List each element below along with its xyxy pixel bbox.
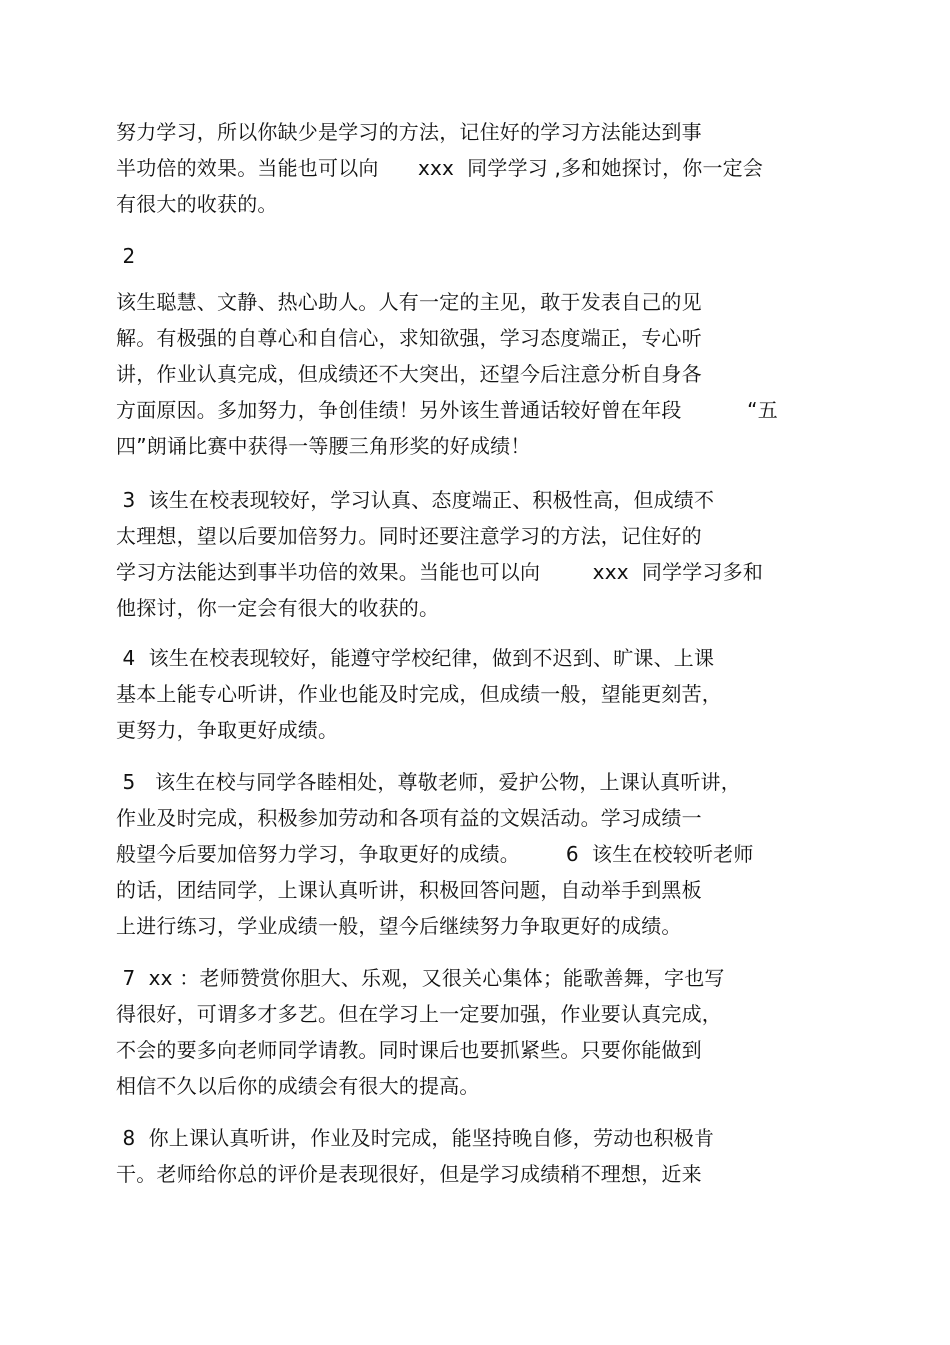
text-line: 干。老师给你总的评价是表现很好，但是学习成绩稍不理想，近来 (116, 1162, 702, 1186)
text-line: 3 该生在校表现较好，学习认真、态度端正、积极性高，但成绩不 (116, 488, 715, 512)
text-line: 不会的要多向老师同学请教。同时课后也要抓紧些。只要你能做到 (116, 1038, 702, 1062)
text-line: 5 该生在校与同学各睦相处，尊敬老师，爱护公物，上课认真听讲， (116, 770, 741, 794)
text-line: 努力学习，所以你缺少是学习的方法，记住好的学习方法能达到事 (116, 120, 702, 144)
text-line: 得很好，可谓多才多艺。但在学习上一定要加强，作业要认真完成， (116, 1002, 722, 1026)
text-line: 方面原因。多加努力，争创佳绩！另外该生普通话较好曾在年段 “五 (116, 398, 778, 422)
text-line: 的话，团结同学，上课认真听讲，积极回答问题，自动举手到黑板 (116, 878, 702, 902)
text-line: 解。有极强的自尊心和自信心，求知欲强，学习态度端正，专心听 (116, 326, 702, 350)
text-line: 般望今后要加倍努力学习，争取更好的成绩。 6 该生在校较听老师 (116, 842, 754, 866)
text-line: 讲，作业认真完成，但成绩还不大突出，还望今后注意分析自身各 (116, 362, 702, 386)
text-line: 4 该生在校表现较好，能遵守学校纪律，做到不迟到、旷课、上课 (116, 646, 715, 670)
text-line: 8 你上课认真听讲，作业及时完成，能坚持晚自修，劳动也积极肯 (116, 1126, 715, 1150)
text-line: 学习方法能达到事半功倍的效果。当能也可以向 xxx 同学学习多和 (116, 560, 764, 584)
entry-number: 2 (116, 244, 136, 268)
text-line: 上进行练习，学业成绩一般，望今后继续努力争取更好的成绩。 (116, 914, 682, 938)
text-line: 四”朗诵比赛中获得一等腰三角形奖的好成绩！ (116, 434, 531, 458)
text-line: 7 xx ：老师赞赏你胆大、乐观，又很关心集体；能歌善舞，字也写 (116, 966, 725, 990)
text-line: 有很大的收获的。 (116, 192, 278, 216)
text-line: 太理想，望以后要加倍努力。同时还要注意学习的方法，记住好的 (116, 524, 702, 548)
text-line: 他探讨，你一定会有很大的收获的。 (116, 596, 440, 620)
text-line: 半功倍的效果。当能也可以向 xxx 同学学习 ,多和她探讨，你一定会 (116, 156, 764, 180)
text-line: 基本上能专心听讲，作业也能及时完成，但成绩一般，望能更刻苦， (116, 682, 722, 706)
text-line: 作业及时完成，积极参加劳动和各项有益的文娱活动。学习成绩一 (116, 806, 702, 830)
text-line: 相信不久以后你的成绩会有很大的提高。 (116, 1074, 480, 1098)
text-line: 该生聪慧、文静、热心助人。人有一定的主见，敢于发表自己的见 (116, 290, 702, 314)
text-line: 更努力，争取更好成绩。 (116, 718, 339, 742)
